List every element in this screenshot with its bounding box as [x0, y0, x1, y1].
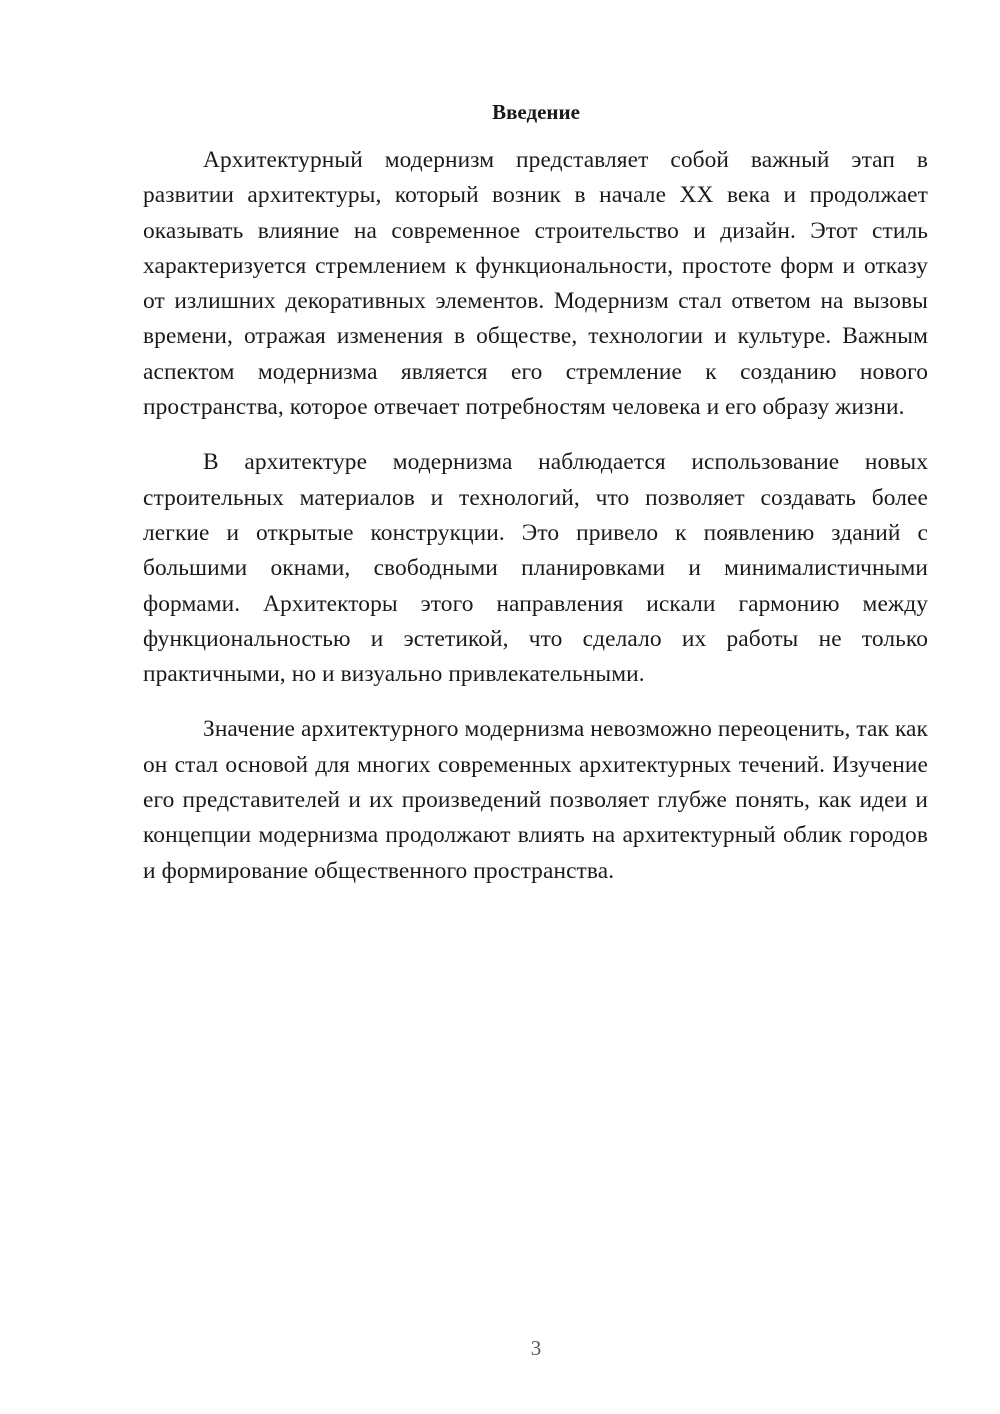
body-text [143, 143, 928, 889]
section-heading: Введение [492, 100, 580, 124]
paragraph-1: Архитектурный модернизм представляет собой важный этап в развитии архитектуры, который возник в начале XX века и продолжает оказывать влияние на современное строительство и дизайн. Этот стиль характеризуется стремлением к функциональности, простоте форм и отказу от излишних декоративных элементов. Модернизм стал ответом на вызовы времени, отражая изменения в обществе, технологии и культуре. Важным аспектом модернизма является его стремление к созданию нового пространства, которое отвечает потребностям человека и его образу жизни. [143, 147, 928, 421]
paragraph-2: В архитектуре модернизма наблюдается использование новых строительных материалов и технологий, что позволяет создавать более легкие и открытые конструкции. Это привело к появлению зданий с большими окнами, свободными планировками и минималистичными формами. Архитекторы этого направления искали гармонию между функциональностью и эстетикой, что сделало их работы не только практичными, но и визуально привлекательными. [143, 449, 928, 688]
paragraph-3: Значение архитектурного модернизма невозможно переоценить, так как он стал основой для многих современных архитектурных течений. Изучение его представителей и их произведений позволяет глубже понять, как идеи и концепции модернизма продолжают влиять на архитектурный облик городов и формирование общественного пространства. [143, 716, 928, 884]
page-number: 3 [530, 1336, 542, 1360]
